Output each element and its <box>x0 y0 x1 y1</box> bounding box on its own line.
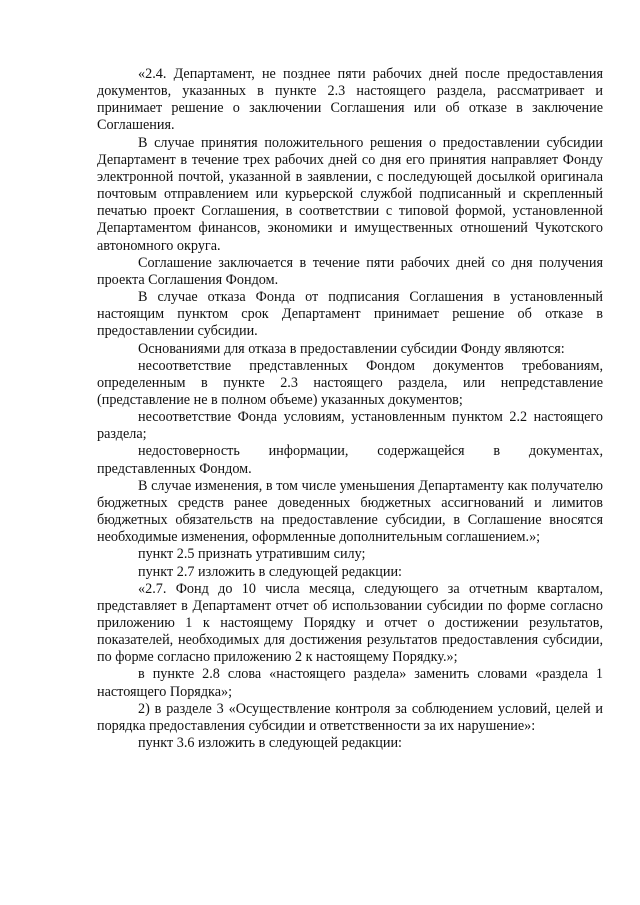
paragraph-ground-inaccuracy: недостоверность информации, содержащейся в документах, представленных Фондом. <box>97 443 603 477</box>
paragraph-2-7-new-edition: пункт 2.7 изложить в следующей редакции: <box>138 563 402 580</box>
paragraph-ground-conditions: несоответствие Фонда условиям, установленным пунктом 2.2 настоящего раздела; <box>97 409 603 443</box>
paragraph-section-3: 2) в разделе 3 «Осуществление контроля за соблюдением условий, целей и порядка предоставления субсидии и ответственности за их нарушение»: <box>97 700 603 734</box>
paragraph-3-6-new-edition: пункт 3.6 изложить в следующей редакции: <box>138 735 402 752</box>
paragraph-positive-decision: В случае принятия положительного решения о предоставлении субсидии Департамент в течение трех рабочих дней со дня его принятия направляет Фонду электронной почтой, указанной в заявлении, с последующей досылкой оригинала почтовым отправлением или курьерской службой подписанный и скрепленный печатью проект Соглашения, в соответствии с типовой формой, установленной Департаментом финансов, экономики и имущественных отношений Чукотского автономного округа. <box>97 134 603 254</box>
paragraph-budget-changes: В случае изменения, в том числе уменьшения Департаменту как получателю бюджетных средств ранее доведенных бюджетных ассигнований и лимитов бюджетных обязательств на предоставление субсидии, в Соглашение вносятся необходимые изменения, оформленные дополнительным соглашением.»; <box>97 477 603 546</box>
paragraph-2-5-void: пункт 2.5 признать утратившим силу; <box>138 546 366 563</box>
paragraph-2-7-text: «2.7. Фонд до 10 числа месяца, следующего за отчетным кварталом, представляет в Департамент отчет об использовании субсидии по форме согласно приложению 1 к настоящему Порядку и отчет о достижении результатов, показателей, необходимых для достижения результатов предоставления субсидии, по форме согласно приложению 2 к настоящему Порядку.»; <box>97 580 603 666</box>
paragraph-agreement-term: Соглашение заключается в течение пяти рабочих дней со дня получения проекта Соглашения Фондом. <box>97 254 603 288</box>
paragraph-refusal-grounds: Основаниями для отказа в предоставлении субсидии Фонду являются: <box>138 340 565 357</box>
paragraph-refusal-to-sign: В случае отказа Фонда от подписания Соглашения в установленный настоящим пунктом срок Департамент принимает решение об отказе в предоставлении субсидии. <box>97 289 603 340</box>
paragraph-ground-documents: несоответствие представленных Фондом документов требованиям, определенным в пункте 2.3 настоящего раздела, или непредставление (представление не в полном объеме) указанных документов; <box>97 357 603 408</box>
paragraph-2-8-replace: в пункте 2.8 слова «настоящего раздела» заменить словами «раздела 1 настоящего Порядка»; <box>97 666 603 700</box>
document-page <box>97 66 603 752</box>
paragraph-2-4-intro: «2.4. Департамент, не позднее пяти рабочих дней после предоставления документов, указанных в пункте 2.3 настоящего раздела, рассматривает и принимает решение о заключении Соглашения или об отказе в заключение Соглашения. <box>97 66 603 134</box>
